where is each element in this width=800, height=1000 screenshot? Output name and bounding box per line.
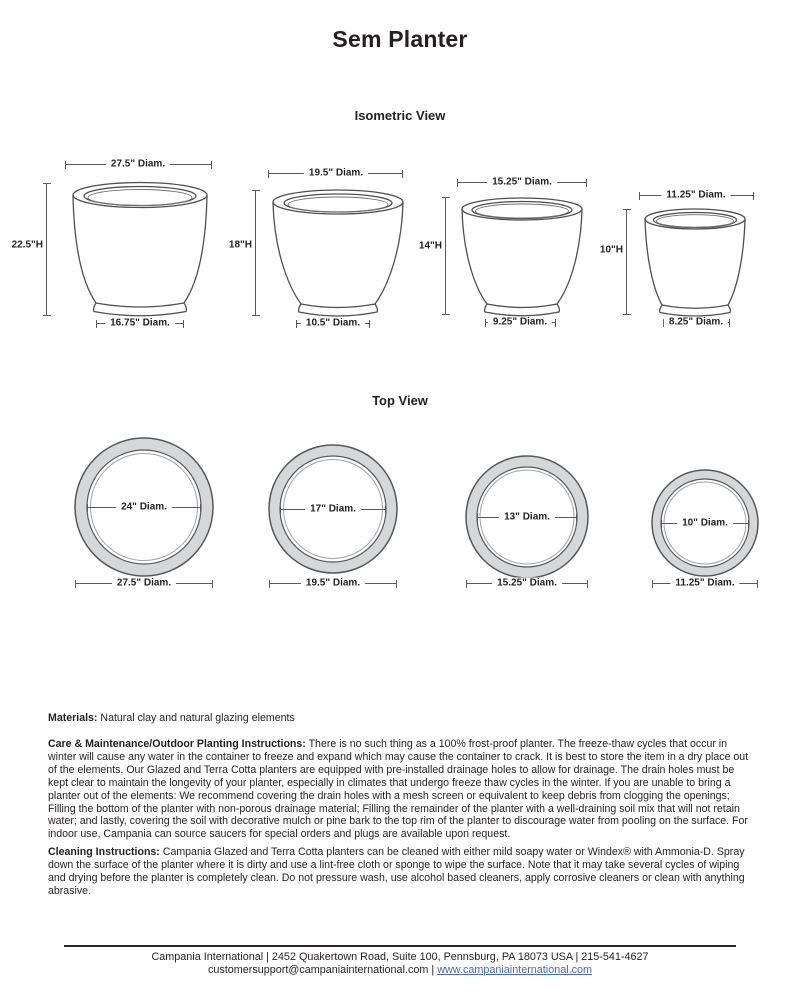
footer-separator: |: [428, 964, 438, 976]
materials-paragraph: [48, 712, 756, 725]
outer-diameter-label-3: 15.25" Diam.: [492, 578, 562, 589]
isometric-view-heading: Isometric View: [354, 108, 446, 123]
footer-contact-line: [0, 964, 800, 976]
dimension-line: [46, 183, 47, 316]
cleaning-instructions-paragraph: [48, 846, 756, 898]
bottom-diameter-label-3: 9.25" Diam.: [488, 317, 552, 328]
dimension-line: [255, 190, 256, 316]
top-diameter-label-2: 19.5" Diam.: [304, 168, 368, 179]
height-label-1: 22.5"H: [11, 239, 43, 251]
top-diameter-label-3: 15.25" Diam.: [487, 177, 557, 188]
planter-isometric-drawing-3: [462, 198, 582, 316]
footer-address-line: Campania International | 2452 Quakertown Road, Suite 100, Pennsburg, PA 18073 USA | 215-541-4627: [151, 951, 649, 963]
cleaning-text: Campania Glazed and Terra Cotta planters can be cleaned with either mild soapy water or Windex® with Ammonia-D. Spray down the surface of the planter where it is dirty and use a lint-free cloth or sponge to wipe the surface. Note that it may take several cycles of wiping and drying before the planter is completely clean. Do not pressure wash, use alcohol based cleaners, apply corrosive cleaners or clean with anything abrasive.: [48, 846, 745, 897]
inner-diameter-label-3: 13" Diam.: [499, 512, 555, 523]
footer-email: customersupport@campaniainternational.com: [207, 964, 429, 976]
inner-diameter-label-2: 17" Diam.: [305, 504, 361, 515]
outer-diameter-label-4: 11.25" Diam.: [670, 578, 739, 589]
planter-isometric-drawing-4: [645, 209, 745, 316]
planter-isometric-drawing-1: [73, 183, 207, 316]
page-title: Sem Planter: [332, 26, 468, 52]
outer-diameter-label-1: 27.5" Diam.: [112, 578, 176, 589]
footer-divider: [64, 945, 736, 947]
top-diameter-label-1: 27.5" Diam.: [106, 159, 170, 170]
footer-website-link[interactable]: www.campaniainternational.com: [437, 964, 593, 976]
top-view-heading: Top View: [372, 393, 428, 408]
inner-diameter-label-1: 24" Diam.: [116, 502, 172, 513]
bottom-diameter-label-4: 8.25" Diam.: [664, 317, 728, 328]
care-label: Care & Maintenance/Outdoor Planting Instructions:: [48, 738, 306, 750]
height-label-3: 14"H: [418, 240, 442, 252]
bottom-diameter-label-2: 10.5" Diam.: [301, 318, 365, 329]
materials-label: Materials:: [48, 712, 98, 724]
planter-isometric-drawing-2: [273, 190, 403, 316]
dimension-line: [626, 209, 627, 315]
care-text: There is no such thing as a 100% frost-proof planter. The freeze-thaw cycles that occur in winter will cause any water in the container to freeze and expand which may cause the container to crack. It is best to store the item in a dry place out of the elements. Our Glazed and Terra Cotta planters are equipped with pre-installed drainage holes to allow for drainage. The drain holes must be kept clear to maintain the longevity of your planter, especially in climates that undergo freeze thaw cycles in the winter. If you are unable to bring a planter out of the elements: We recommend covering the drain holes with a mesh screen or equivalent to keep debris from clogging the openings; Filling the bottom of the planter with non-porous drainage material; Filling the remainder of the planter with a well-draining soil mix that will not retain water; and lastly, covering the soil with decorative mulch or pine bark to the top rim of the planter to discourage water from pooling on the surface. For indoor use, Campania can source saucers for special orders and plugs are available upon request.: [48, 738, 749, 841]
height-label-2: 18"H: [228, 239, 252, 251]
care-instructions-paragraph: [48, 738, 756, 841]
cleaning-label: Cleaning Instructions:: [48, 846, 160, 858]
top-diameter-label-4: 11.25" Diam.: [661, 190, 730, 201]
outer-diameter-label-2: 19.5" Diam.: [301, 578, 365, 589]
height-label-4: 10"H: [599, 244, 623, 256]
inner-diameter-label-4: 10" Diam.: [677, 518, 733, 529]
bottom-diameter-label-1: 16.75" Diam.: [105, 318, 175, 329]
materials-text: Natural clay and natural glazing elements: [100, 712, 295, 724]
dimension-line: [445, 197, 446, 315]
